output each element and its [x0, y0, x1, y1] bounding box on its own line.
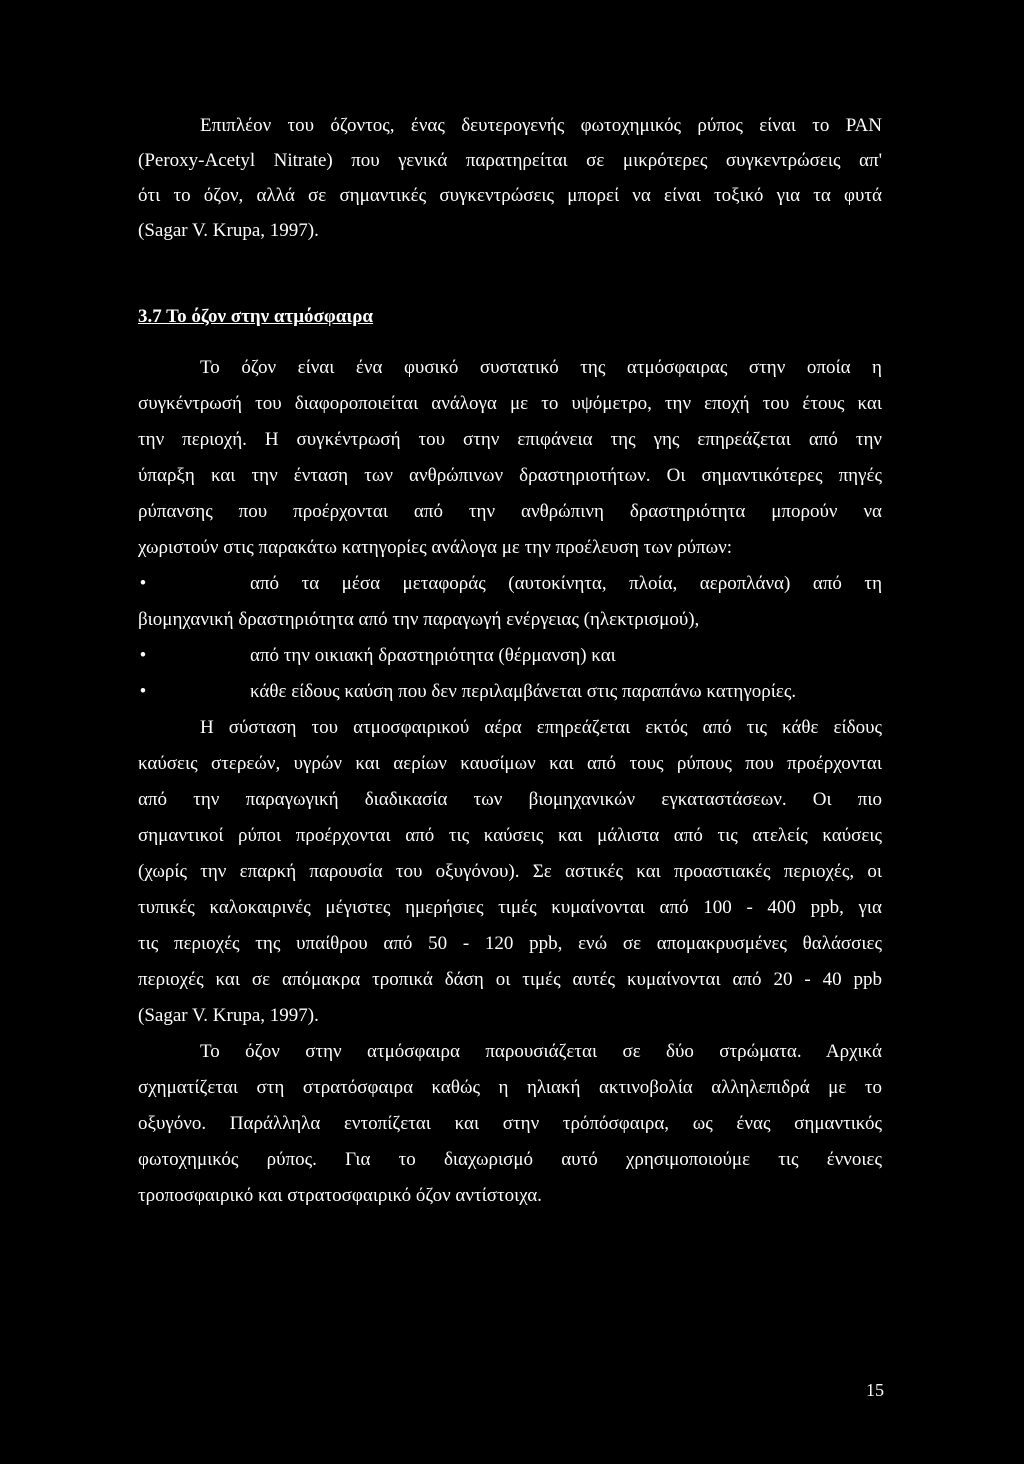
text-line: χωριστούν στις παρακάτω κατηγορίες ανάλογα με την προέλευση των ρύπων:	[138, 537, 732, 558]
text-line: καύσεις στερεών, υγρών και αερίων καυσίμων και από τους ρύπους που προέρχονται	[138, 753, 882, 774]
text-line: Το όζον είναι ένα φυσικό συστατικό της ατμόσφαιρας στην οποία η	[200, 357, 882, 378]
paragraph-air-composition	[138, 710, 882, 1034]
text-line: (Sagar V. Krupa, 1997).	[138, 1005, 319, 1026]
text-line: (χωρίς την επαρκή παρουσία του οξυγόνου). Σε αστικές και προαστιακές περιοχές, οι	[138, 861, 882, 882]
list-item-text: από τα μέσα μεταφοράς (αυτοκίνητα, πλοία, αεροπλάνα) από τη	[250, 573, 882, 594]
text-line: σχηματίζεται στη στρατόσφαιρα καθώς η ηλιακή ακτινοβολία αλληλεπιδρά με το	[138, 1077, 882, 1098]
text-line: τυπικές καλοκαιρινές μέγιστες ημερήσιες τιμές κυμαίνονται από 100 - 400 ppb, για	[138, 897, 882, 918]
text-line: Η σύσταση του ατμοσφαιρικού αέρα επηρεάζεται εκτός από τις κάθε είδους	[200, 717, 882, 738]
list-item	[138, 674, 882, 710]
text-line: από την παραγωγική διαδικασία των βιομηχανικών εγκαταστάσεων. Οι πιο	[138, 789, 882, 810]
section-heading: 3.7 Το όζον στην ατμόσφαιρα	[138, 306, 374, 327]
paragraph-ozone-layers	[138, 1034, 882, 1214]
text-line: τις περιοχές της υπαίθρου από 50 - 120 ppb, ενώ σε απομακρυσμένες θαλάσσιες	[138, 933, 882, 954]
text-line: Το όζον στην ατμόσφαιρα παρουσιάζεται σε δύο στρώματα. Αρχικά	[200, 1041, 882, 1062]
list-item	[138, 566, 882, 602]
bullet-marker: •	[139, 573, 147, 594]
text-line: ότι το όζον, αλλά σε σημαντικές συγκεντρώσεις μπορεί να είναι τοξικό για τα φυτά	[138, 185, 882, 206]
bullet-marker: •	[139, 681, 147, 702]
paragraph-ozone-atmosphere	[138, 350, 882, 566]
text-line: τροποσφαιρικό και στρατοσφαιρικό όζον αντίστοιχα.	[138, 1185, 542, 1206]
page-body	[138, 108, 882, 1214]
page-number: 15	[866, 1380, 884, 1400]
text-line: περιοχές και σε απόμακρα τροπικά δάση οι τιμές αυτές κυμαίνονται από 20 - 40 ppb	[138, 969, 882, 990]
text-line: (Peroxy-Acetyl Nitrate) που γενικά παρατηρείται σε μικρότερες συγκεντρώσεις απ'	[138, 150, 882, 171]
text-line: ρύπανσης που προέρχονται από την ανθρώπινη δραστηριότητα μπορούν να	[138, 501, 882, 522]
list-item-text: κάθε είδους καύση που δεν περιλαμβάνεται στις παραπάνω κατηγορίες.	[250, 681, 797, 702]
text-line: σημαντικοί ρύποι προέρχονται από τις καύσεις και μάλιστα από τις ατελείς καύσεις	[138, 825, 882, 846]
bullet-marker: •	[139, 645, 147, 666]
text-line: την περιοχή. Η συγκέντρωσή του στην επιφάνεια της γης επηρεάζεται από την	[138, 429, 882, 450]
text-line: οξυγόνο. Παράλληλα εντοπίζεται και στην τρόπόσφαιρα, ως ένας σημαντικός	[138, 1113, 882, 1134]
text-line: Επιπλέον του όζοντος, ένας δευτερογενής φωτοχημικός ρύπος είναι το PAN	[200, 115, 882, 136]
list-item	[138, 638, 882, 674]
paragraph-pan	[138, 108, 882, 248]
text-line: (Sagar V. Krupa, 1997).	[138, 220, 319, 241]
text-line: συγκέντρωσή του διαφοροποιείται ανάλογα με το υψόμετρο, την εποχή του έτους και	[138, 393, 882, 414]
pollution-sources-list	[138, 566, 882, 710]
list-item-continuation: βιομηχανική δραστηριότητα από την παραγωγή ενέργειας (ηλεκτρισμού),	[138, 609, 700, 630]
text-line: ύπαρξη και την ένταση των ανθρώπινων δραστηριοτήτων. Οι σημαντικότερες πηγές	[138, 465, 882, 486]
text-line: φωτοχημικός ρύπος. Για το διαχωρισμό αυτό χρησιμοποιούμε τις έννοιες	[138, 1149, 882, 1170]
list-item-text: από την οικιακή δραστηριότητα (θέρμανση) και	[250, 645, 616, 666]
